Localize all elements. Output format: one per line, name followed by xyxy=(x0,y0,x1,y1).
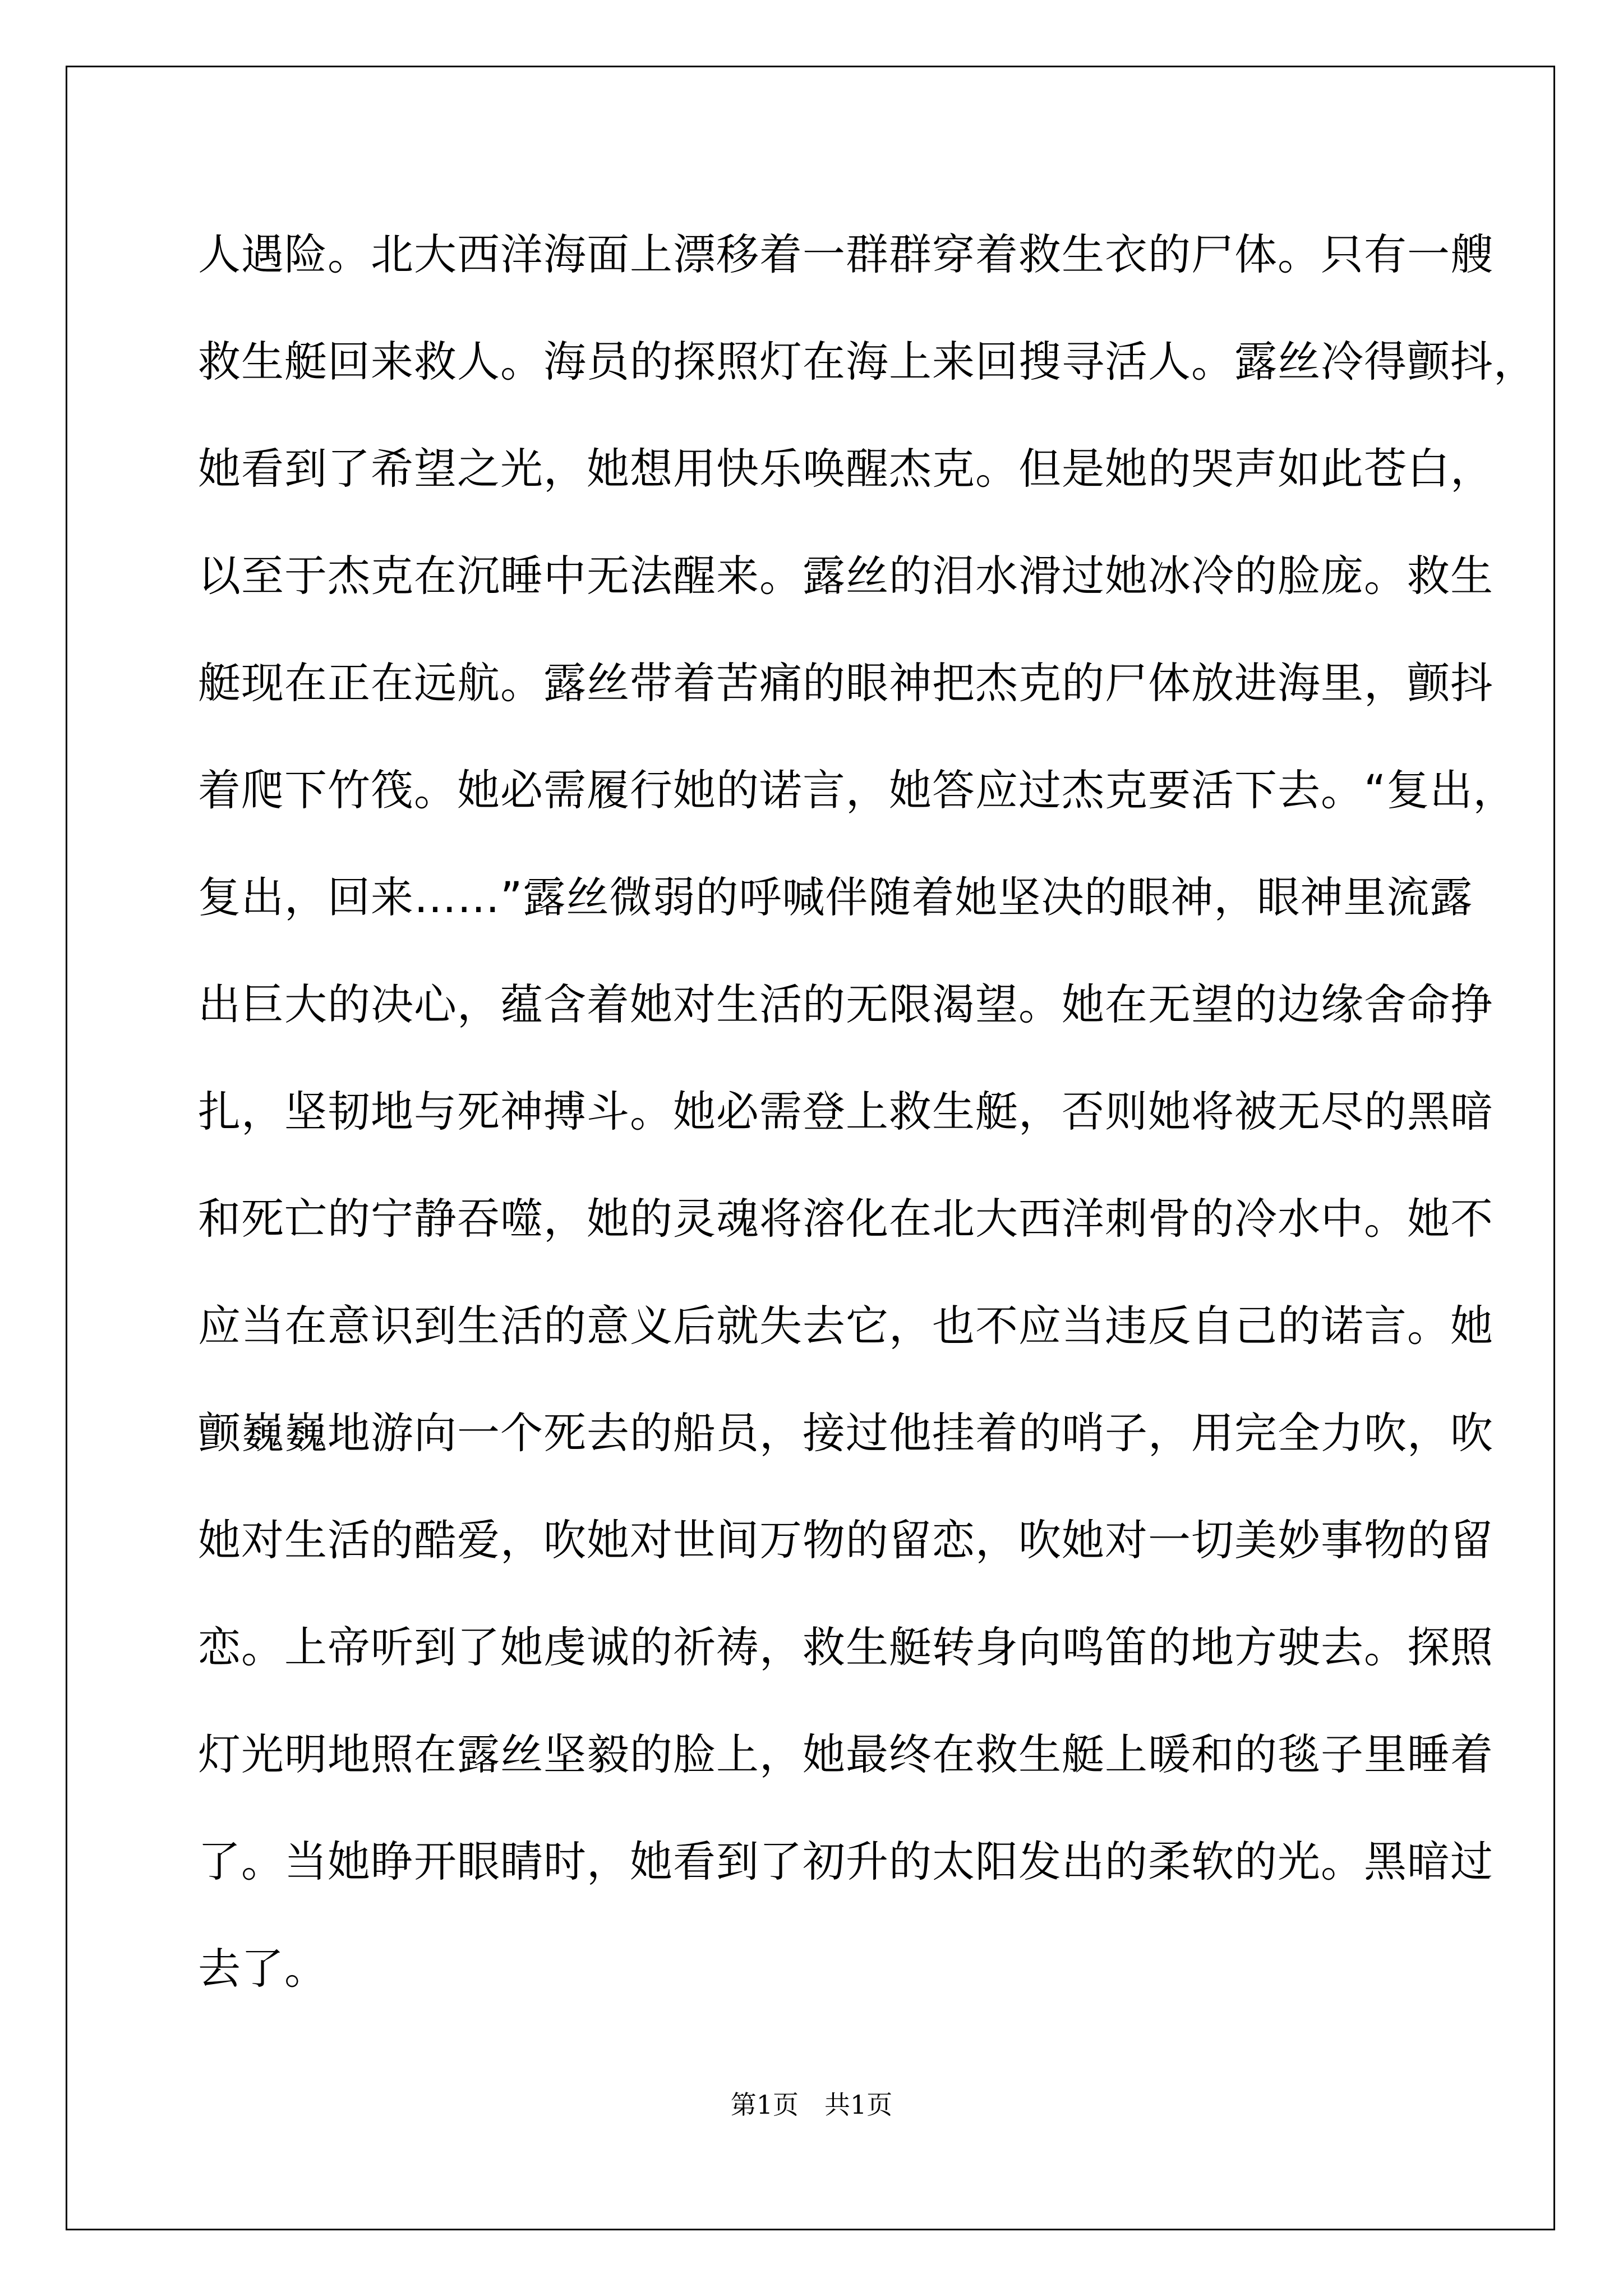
body-text xyxy=(198,201,1537,2022)
text-line: 人遇险。北大西洋海面上漂移着一群群穿着救生衣的尸体。只有一艘 xyxy=(198,229,1493,279)
text-line: 着爬下竹筏。她必需履行她的诺言，她答应过杰克要活下去。“复出， xyxy=(198,765,1516,815)
text-line: 救生艇回来救人。海员的探照灯在海上来回搜寻活人。露丝冷得颤抖， xyxy=(198,337,1537,386)
text-line: 了。当她睁开眼睛时，她看到了初升的太阳发出的柔软的光。黑暗过 xyxy=(198,1837,1493,1887)
text-line: 去了。 xyxy=(198,1944,328,1994)
text-line: 艇现在正在远航。露丝带着苦痛的眼神把杰克的尸体放进海里，颤抖 xyxy=(198,658,1493,708)
text-line: 灯光明地照在露丝坚毅的脸上，她最终在救生艇上暖和的毯子里睡着 xyxy=(198,1729,1493,1779)
text-line: 出巨大的决心，蕴含着她对生活的无限渴望。她在无望的边缘舍命挣 xyxy=(198,979,1493,1029)
text-line: 她看到了希望之光，她想用快乐唤醒杰克。但是她的哭声如此苍白， xyxy=(198,444,1493,494)
text-line: 颤巍巍地游向一个死去的船员，接过他挂着的哨子，用完全力吹，吹 xyxy=(198,1408,1493,1458)
page-footer: 第1页 共1页 xyxy=(730,2090,893,2120)
text-line: 以至于杰克在沉睡中无法醒来。露丝的泪水滑过她冰冷的脸庞。救生 xyxy=(198,551,1493,601)
text-line: 复出，回来……”露丝微弱的呼喊伴随着她坚决的眼神，眼神里流露 xyxy=(198,872,1473,922)
text-line: 扎，坚韧地与死神搏斗。她必需登上救生艇，否则她将被无尽的黑暗 xyxy=(198,1087,1493,1137)
text-line: 恋。上帝听到了她虔诚的祈祷，救生艇转身向鸣笛的地方驶去。探照 xyxy=(198,1622,1493,1672)
text-line: 和死亡的宁静吞噬，她的灵魂将溶化在北大西洋刺骨的冷水中。她不 xyxy=(198,1194,1493,1244)
text-line: 应当在意识到生活的意义后就失去它，也不应当违反自己的诺言。她 xyxy=(198,1301,1493,1351)
text-line: 她对生活的酷爱，吹她对世间万物的留恋，吹她对一切美妙事物的留 xyxy=(198,1515,1493,1565)
